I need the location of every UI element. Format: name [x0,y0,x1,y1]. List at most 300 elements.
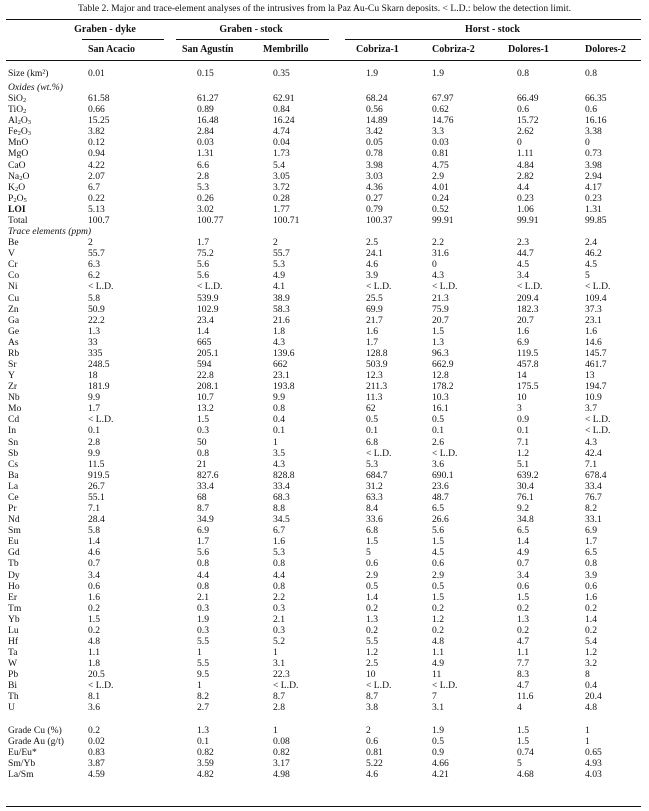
table-cell: 0.8 [197,558,209,570]
table-cell: 2.3 [517,237,529,249]
table-cell: 34.9 [197,514,214,526]
column-header-dolores-1: Dolores-1 [508,44,549,55]
table-cell: 10.3 [432,392,449,404]
table-cell: 4.66 [432,757,449,769]
table-cell: 68 [197,491,207,503]
table-cell: 0.6 [366,735,378,747]
table-cell: 10.7 [197,392,214,404]
table-cell: 33.1 [585,514,602,526]
table-cell: 0.23 [517,192,534,204]
table-cell: 3.05 [273,170,290,182]
table-row-w [0,658,649,669]
table-cell: 67.97 [432,93,454,105]
table-cell: 0.28 [273,192,290,204]
table-cell: 0.2 [432,624,444,636]
table-cell: 4.3 [432,270,444,282]
table-cell: 0.7 [517,558,529,570]
table-cell: 1.31 [585,203,602,215]
table-cell: 1.2 [517,447,529,459]
table-row-dy [0,570,649,581]
table-cell: 0.4 [585,680,597,692]
table-cell: 8.2 [585,503,597,515]
row-label: Ta [8,647,18,659]
table-cell: 2 [88,237,93,249]
row-label: Eu/Eu* [8,746,37,758]
table-cell: 10 [366,669,376,681]
table-cell: 16.48 [197,115,219,127]
table-cell: 5.3 [273,547,285,559]
group-rule-horst-stock [345,39,641,40]
table-cell: 0.1 [88,425,100,437]
row-label: CaO [8,159,26,171]
table-cell: 539.9 [197,292,219,304]
table-cell: 22.2 [88,314,105,326]
table-cell: 1.73 [273,148,290,160]
table-row-be [0,237,649,248]
table-cell: 34.5 [273,514,290,526]
table-cell: 44.7 [517,248,534,260]
table-cell: 1.2 [432,613,444,625]
table-cell: 2 [366,724,371,736]
table-cell: 0.2 [517,602,529,614]
row-label: Tm [8,602,22,614]
table-cell: 21.7 [366,314,383,326]
table-cell: 1.3 [366,613,378,625]
table-cell: 1.4 [88,536,100,548]
table-cell: < L.D. [432,447,458,459]
row-label: Zn [8,303,19,315]
table-cell: 1 [585,724,590,736]
table-cell: 3.9 [585,569,597,581]
table-cell: 2.9 [432,170,444,182]
table-cell: 9.2 [517,503,529,515]
row-label: Sb [8,447,19,459]
table-cell: 6.3 [88,259,100,271]
table-cell: 5.8 [88,525,100,537]
table-cell: 0.7 [88,558,100,570]
table-cell: 3.6 [88,702,100,714]
column-header-cobriza-2: Cobriza-2 [432,44,475,55]
row-label: Size (km²) [8,68,49,79]
table-cell: 4.5 [432,547,444,559]
table-cell: 4.21 [432,768,449,780]
table-cell: < L.D. [197,281,223,293]
table-cell: 1.7 [366,336,378,348]
table-cell: 3.8 [366,702,378,714]
table-cell: 3.4 [517,270,529,282]
table-cell: 13.2 [197,403,214,415]
row-label: Er [8,591,18,603]
table-cell: 4.9 [273,270,285,282]
table-cell: 0.8 [585,68,597,79]
table-cell: 0.12 [88,137,105,149]
table-cell: 503.9 [366,359,388,370]
table-cell: 42.4 [585,447,602,459]
table-cell: 4 [517,702,522,714]
table-cell: 5.5 [197,636,209,647]
table-row-total [0,215,649,226]
table-cell: 6.9 [197,525,209,537]
table-cell: 2.8 [273,702,285,714]
table-cell: 3.59 [197,757,214,769]
table-cell: 0.66 [88,104,105,116]
table-cell: 1.7 [88,403,100,415]
table-cell: 4.74 [273,126,290,138]
table-cell: 3.3 [432,126,444,138]
row-label: Cs [8,458,19,470]
table-cell: 0.6 [432,558,444,570]
table-cell: 1.3 [197,724,209,736]
table-cell: 23.4 [197,314,214,326]
table-cell: 5.22 [366,757,383,769]
table-cell: 0.6 [366,558,378,570]
table-cell: 2.2 [432,237,444,249]
table-row-cd [0,414,649,425]
table-cell: 0.15 [197,68,214,79]
table-row-cs [0,459,649,470]
table-cell: 15.25 [88,115,110,127]
column-header-cobriza-1: Cobriza-1 [356,44,399,55]
section-row-oxides-wt [0,82,649,93]
table-cell: 0.83 [88,746,105,758]
table-cell: 1.3 [88,325,100,337]
row-label: Tb [8,558,19,570]
table-cell: 12.3 [366,370,383,382]
table-cell: 662 [273,359,288,370]
table-cell: 1.6 [273,536,285,548]
table-cell: 62.91 [273,93,295,105]
table-cell: 99.85 [585,214,607,226]
table-cell: 3.4 [88,569,100,581]
table-cell: 145.7 [585,347,607,359]
table-row-eu-eu [0,747,649,758]
table-cell: 1.1 [432,647,444,659]
table-cell: 2.5 [366,658,378,670]
table-cell: 4.84 [517,159,534,171]
table-cell: 0.08 [273,735,290,747]
table-cell: 5.4 [273,159,285,171]
table-cell: 33.6 [366,514,383,526]
table-cell: 5.1 [517,458,529,470]
table-cell: 6.7 [88,181,100,193]
table-cell: 3.42 [366,126,383,138]
row-label-formula: $Na_2O$ [8,170,30,182]
table-cell: 4.9 [517,547,529,559]
row-label: La/Sm [8,768,34,780]
table-cell: 0.6 [88,580,100,592]
table-cell: 0.27 [366,192,383,204]
table-cell: 0.8 [197,580,209,592]
table-cell: 15.72 [517,115,539,127]
table-cell: 0.6 [517,104,529,116]
table-cell: 175.5 [517,381,539,393]
table-cell: 1.5 [432,325,444,337]
table-row-gd [0,547,649,558]
table-cell: 0.3 [197,602,209,614]
table-cell: 0.65 [585,746,602,758]
table-cell: 594 [197,359,212,370]
table-cell: 5.5 [197,658,209,670]
table-cell: 14 [517,370,527,382]
table-cell: 75.9 [432,303,449,315]
table-cell: 4.01 [432,181,449,193]
table-cell: 96.3 [432,347,449,359]
row-label: MgO [8,148,29,160]
table-cell: 3.5 [273,447,285,459]
table-cell: 1 [585,735,590,747]
table-cell: 5.6 [197,270,209,282]
table-row-sb [0,448,649,459]
table-cell: 4.3 [273,336,285,348]
table-cell: 0.1 [432,425,444,437]
table-cell: 75.2 [197,248,214,260]
group-header-horst-stock: Horst - stock [465,24,520,35]
table-cell: 3.38 [585,126,602,138]
table-cell: 37.3 [585,303,602,315]
table-row-la-sm [0,769,649,780]
table-cell: 0.8 [273,558,285,570]
table-cell: 6.2 [88,270,100,282]
table-cell: 8 [585,669,590,681]
row-label: Co [8,270,20,282]
table-row-yb [0,614,649,625]
row-label: As [8,336,19,348]
table-cell: 2.07 [88,170,105,182]
table-cell: 6.5 [585,547,597,559]
table-cell: 34.8 [517,514,534,526]
table-cell: 5 [585,270,590,282]
table-cell: 0.03 [432,137,449,149]
table-row-na2o [0,171,649,182]
table-cell: 4.98 [273,768,290,780]
table-cell: 1.9 [432,724,444,736]
table-cell: 4.6 [88,547,100,559]
table-cell: 0.81 [432,148,449,160]
table-cell: 21.6 [273,314,290,326]
table-cell: 662.9 [432,359,454,370]
section-label: Trace elements (ppm) [8,226,92,238]
table-cell: 7.1 [585,458,597,470]
table-cell: 1.5 [197,414,209,426]
table-cell: 0.8 [273,403,285,415]
table-cell: < L.D. [88,680,114,692]
table-cell: 50 [197,436,207,448]
table-cell: 0.8 [585,558,597,570]
table-cell: 4.7 [517,636,529,647]
table-cell: 690.1 [432,469,454,481]
table-cell: 5.3 [197,181,209,193]
table-cell: 4.8 [432,636,444,647]
table-cell: 0.2 [88,724,100,736]
table-cell: 46.2 [585,248,602,260]
table-cell: 3 [517,403,522,415]
row-label: W [8,658,18,670]
table-cell: 1.6 [366,325,378,337]
table-cell: 0.6 [585,104,597,116]
table-row-nb [0,392,649,403]
table-cell: 3.7 [585,403,597,415]
table-cell: 50.9 [88,303,105,315]
table-cell: 1.9 [432,68,444,79]
table-cell: 684.7 [366,469,388,481]
table-row-ta [0,647,649,658]
table-cell: 4.3 [585,436,597,448]
table-cell: 0.6 [517,580,529,592]
table-cell: 1.8 [88,658,100,670]
table-cell: 8.7 [197,503,209,515]
table-cell: 3.02 [197,203,214,215]
table-cell: 178.2 [432,381,454,393]
table-row-co [0,270,649,281]
table-cell: 0.22 [88,192,105,204]
table-cell: 1.4 [585,613,597,625]
table-cell: 2.1 [197,591,209,603]
table-cell: 55.1 [88,491,105,503]
row-label: Sn [8,436,19,448]
table-cell: 8.2 [197,691,209,703]
section-label: Oxides (wt.%) [8,82,63,93]
table-cell: 1 [273,647,278,659]
table-row-pb [0,669,649,680]
table-cell: < L.D. [366,447,392,459]
table-row-cu [0,293,649,304]
table-cell: 3.98 [585,159,602,171]
table-cell: 2.82 [517,170,534,182]
table-cell: 11 [432,669,442,681]
table-row-bi [0,680,649,691]
table-cell: 4.93 [585,757,602,769]
table-cell: 20.7 [432,314,449,326]
table-row-rb [0,348,649,359]
table-cell: 1.5 [432,536,444,548]
table-cell: 1.11 [517,148,534,160]
row-label: Lu [8,624,19,636]
table-cell: 76.1 [517,491,534,503]
table-cell: 1.06 [517,203,534,215]
table-cell: 1.5 [366,536,378,548]
table-cell: 209.4 [517,292,539,304]
table-cell: 5.6 [432,525,444,537]
table-cell: 0.8 [273,580,285,592]
table-cell: 7 [432,691,437,703]
table-cell: 1.5 [517,591,529,603]
table-cell: 23.1 [585,314,602,326]
table-cell: 4.59 [88,768,105,780]
table-cell: 1.6 [585,591,597,603]
table-cell: 0.79 [366,203,383,215]
table-cell: 0.05 [366,137,383,149]
table-cell: 8.7 [366,691,378,703]
table-cell: 0.23 [585,192,602,204]
table-cell: 30.4 [517,480,534,492]
table-caption: Table 2. Major and trace-element analyses of the intrusives from la Paz Au-Cu Skarn deposits. < L.D.: below the detection limit. [77,3,572,14]
table-cell: 1.31 [197,148,214,160]
table-cell: 1 [197,680,202,692]
table-cell: 1.5 [432,591,444,603]
table-cell: 8.3 [517,669,529,681]
table-row-ce [0,492,649,503]
table-cell: 0.02 [88,735,105,747]
table-row-er [0,592,649,603]
table-cell: 3.98 [366,159,383,171]
row-label: Be [8,237,19,249]
table-row-loi [0,204,649,215]
table-row-al2o3 [0,115,649,126]
table-cell: 55.7 [273,248,290,260]
table-cell: 0.3 [273,602,285,614]
column-header-san-acacio: San Acacio [88,44,135,55]
table-cell: 4.5 [585,259,597,271]
table-cell: 48.7 [432,491,449,503]
table-cell: 14.76 [432,115,454,127]
table-cell: 68.3 [273,491,290,503]
table-cell: 4.03 [585,768,602,780]
table-cell: 9.9 [88,392,100,404]
table-cell: 0.5 [366,414,378,426]
table-cell: 4.3 [273,458,285,470]
table-cell: 21 [197,458,207,470]
table-cell: 3.2 [585,658,597,670]
table-cell: 5.4 [585,636,597,647]
table-cell: 0.1 [197,735,209,747]
group-rule-graben-dyke [82,39,164,40]
table-row-la [0,481,649,492]
table-cell: 919.5 [88,469,110,481]
group-header-graben-dyke: Graben - dyke [74,24,136,35]
table-cell: 205.1 [197,347,219,359]
table-cell: 0.3 [197,425,209,437]
table-cell: 1 [273,724,278,736]
table-cell: 0.78 [366,148,383,160]
table-cell: 58.3 [273,303,290,315]
row-label: Th [8,691,19,703]
table-cell: < L.D. [432,281,458,293]
table-cell: 55.7 [88,248,105,260]
row-label: Bi [8,680,18,692]
table-cell: 11.6 [517,691,534,703]
table-cell: 5.6 [197,259,209,271]
table-cell: 8.8 [273,503,285,515]
table-top-rule [6,19,641,20]
table-cell: 6.9 [517,336,529,348]
table-cell: 1.4 [517,536,529,548]
table-cell: 0.81 [366,746,383,758]
table-cell: 0 [432,259,437,271]
row-label: Ho [8,580,20,592]
table-cell: 4.9 [432,658,444,670]
table-cell: 139.6 [273,347,295,359]
row-label: La [8,480,19,492]
table-cell: 208.1 [197,381,219,393]
table-cell: 1.4 [366,591,378,603]
table-cell: 182.3 [517,303,539,315]
table-cell: 102.9 [197,303,219,315]
table-cell: 1.5 [88,613,100,625]
table-row-pr [0,503,649,514]
table-cell: 6.8 [366,436,378,448]
table-cell: 4.68 [517,768,534,780]
table-cell: 2.1 [273,613,285,625]
table-row-size-km [0,68,649,79]
row-label: Pr [8,503,17,515]
table-cell: 0.94 [88,148,105,160]
table-cell: 639.2 [517,469,539,481]
table-cell: 1.4 [197,325,209,337]
table-cell: 0.2 [585,602,597,614]
table-cell: 2.4 [585,237,597,249]
table-cell: 66.35 [585,93,607,105]
table-cell: 194.7 [585,381,607,393]
